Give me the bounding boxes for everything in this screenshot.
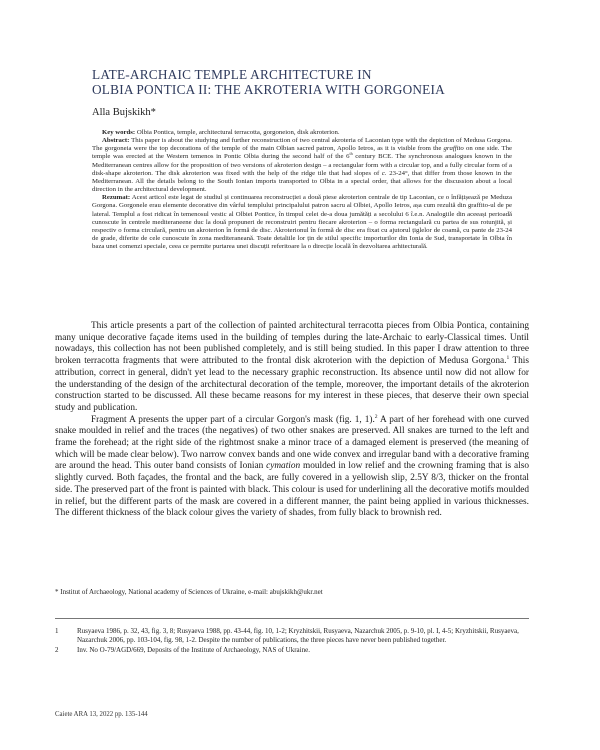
footnote-ref-1[interactable]: 1 — [506, 355, 510, 362]
abstract-text-2: on one side. The temple was erected at the Western temenos in Pontic Olbia during the second half of the 6 — [92, 145, 512, 161]
abstract-text-3: century BCE. The synchronous analogues known in the Mediterranean centres allow for the proposition of two versions of akroterion design – a rectangular form with a circular top, and a fully circular form of a disk-shape akroterion. The disk akroterion was fixed with the help of the ridge tile that had slopes of — [92, 153, 512, 177]
title-line-1: LATE-ARCHAIC TEMPLE ARCHITECTURE IN — [92, 67, 372, 82]
body-paragraph-2 — [55, 415, 529, 520]
rezumat-label: Rezumat: — [102, 194, 131, 202]
article-title — [92, 67, 532, 97]
body-p2-text-c: moulded in low relief and the crowning framing that is also slightly curved. Both façades, the frontal and the back, are fully covered in a yellowish slip, 2.5Y 8/3, thicker on the frontal side. The preserved part of the front is painted with black. This colour is used for underlining all the decorative motifs moulded in relief, but the different parts of the mask are covered in a different manner, the paint being applied in various thicknesses. The different thickness of the black colour gives the variety of shades, from fully black to brownish red. — [55, 461, 529, 519]
footnotes — [55, 627, 529, 657]
journal-footer: Caiete ARA 13, 2022 pp. 135-144 — [55, 711, 148, 718]
title-line-2: OLBIA PONTICA II: THE AKROTERIA WITH GORGONEIA — [92, 82, 445, 97]
abstract-text-4: 23-24°, that differ from those known in the Mediterranean. All the details belong to the South Ionian imports transported to Olbia in a special order, that allows for the discussion about a local direction in the architectural development. — [92, 169, 512, 194]
body-paragraph-1 — [55, 321, 529, 415]
rezumat-paragraph — [92, 194, 512, 251]
body-p2-italic: cymation — [266, 461, 301, 472]
body-p1-text-b: This attribution, correct in general, didn't yet lead to the necessary graphic reconstruction. Its absence until now did not allow for the understanding of the design of the architectural decoration of the temple, moreover, the important details of the akroterion construction started to be discussed. All these became reasons for my interest in these pieces, that deserve their own special study and publication. — [55, 356, 530, 413]
footnote-number: 2 — [55, 646, 59, 655]
abstract-paragraph — [92, 137, 512, 194]
keywords-label: Key words: — [102, 129, 136, 136]
footnote-text: Rusyaeva 1986, p. 32, 43, fig. 3, 8; Rusyaeva 1988, pp. 43-44, fig. 10, 1-2; Kryzhitskii, Rusyaeva, Nazarchuk 2005, p. 9-10, pl. I, 4-5; Kryzhitskii, Rusyaeva, Nazarchuk 2006, pp. 103-104, fig. 98, 1-2. Despite the number of publications, the three pieces have never been published together. — [77, 627, 519, 644]
body-p2-text-a: Fragment A presents the upper part of a circular Gorgon's mask (fig. 1, 1). — [91, 414, 375, 425]
footnote-ref-2[interactable]: 2 — [374, 413, 378, 420]
footnote-1 — [55, 627, 529, 644]
footnote-number: 1 — [55, 627, 59, 635]
author-affiliation: * Institut of Archaeology, National academy of Sciences of Ukraine, e-mail: abujskikh@ukr.net — [55, 588, 323, 596]
footnote-text: Inv. No O-79/AGD/669, Deposits of the Institute of Archaeology, NAS of Ukraine. — [77, 646, 310, 655]
abstract-italic: graffito — [443, 145, 464, 153]
abstract-sup: th — [349, 151, 353, 157]
abstract-text-1: This paper is about the studying and further reconstruction of two central akroteria of Laconian type with the depiction of Medusa Gorgona. The gorgoneia were the top decorations of the temple of the main Olbian sacred patron, Apollo Ietros, as it is visible from the — [92, 137, 512, 153]
body-p1-text-a: This article presents a part of the collection of painted architectural terracotta pieces from Olbia Pontica, containing many unique decorative façade items used in the building of temples during the late-Archaic to early-Classical times. Until nowadays, this collection has not been published completely, and is still being studied. In this paper I draw attention to three broken terracotta fragments that were attributed to the frontal disk akroterion with the depiction of Medusa Gorgona. — [55, 321, 529, 367]
footnote-2 — [55, 646, 529, 655]
body-p2-text-b: A part of her forehead with one curved snake moulded in relief and the traces (the negatives) of two other snakes are preserved. All snakes are turned to the left and frame the forehead; at the right side of the rightmost snake a minor trace of a damaged element is preserved (the meaning of which will be made clear below). Two narrow convex bands and one wide convex and irregular band with a decorative framing are around the head. This outer band consists of Ionian — [55, 414, 529, 472]
main-body-text — [55, 321, 529, 520]
footnote-divider — [55, 618, 529, 619]
abstract-block — [92, 129, 512, 251]
abstract-italic-2: c. — [381, 169, 387, 177]
keywords-paragraph — [92, 129, 512, 137]
author-name: Alla Bujskikh* — [92, 107, 156, 118]
keywords-text: Olbia Pontica, temple, architectural terracotta, gorgoneion, disk akroterion. — [136, 129, 340, 136]
rezumat-text: Acest articol este legat de studiul și continuarea reconstrucției a două piese akroterion centrale de tip Laconian, ce o înfățișează pe Meduza Gorgona. Gorgonele erau elemente decorative din vârful templului principalului patron sacru al Olbiei, Apollo Ietros, așa cum rezultă din graffito-ul de pe lateral. Templul a fost ridicat în temenosul vestic al Olbiei Pontice, în timpul celei de-a doua jumătăți a secolului 6 î.e.n. Analogiile din aceeași perioadă cunoscute în centrele mediteraneene duc la două propuneri de reconstruiri pentru fiecare akroterion – o forma rectangulară cu partea de sus rotunjită, și respectiv o forma circulară, pentru un akroterion în formă de disc. Akroterionul în formă de disc era fixat cu ajutorul țiglelor de coamă, cu pante de 23-24 de grade, diferite de cele cunoscute în zona mediteraneană. Toate detaliile lor țin de stilul specific importurilor din Ionia de Sud, transportate în Olbia în baza unei comenzi speciale, ceea ce permite purtarea unei discuții referitoare la o direcție locală în dezvoltarea arhitecturală. — [92, 194, 512, 251]
abstract-label: Abstract: — [102, 137, 130, 145]
